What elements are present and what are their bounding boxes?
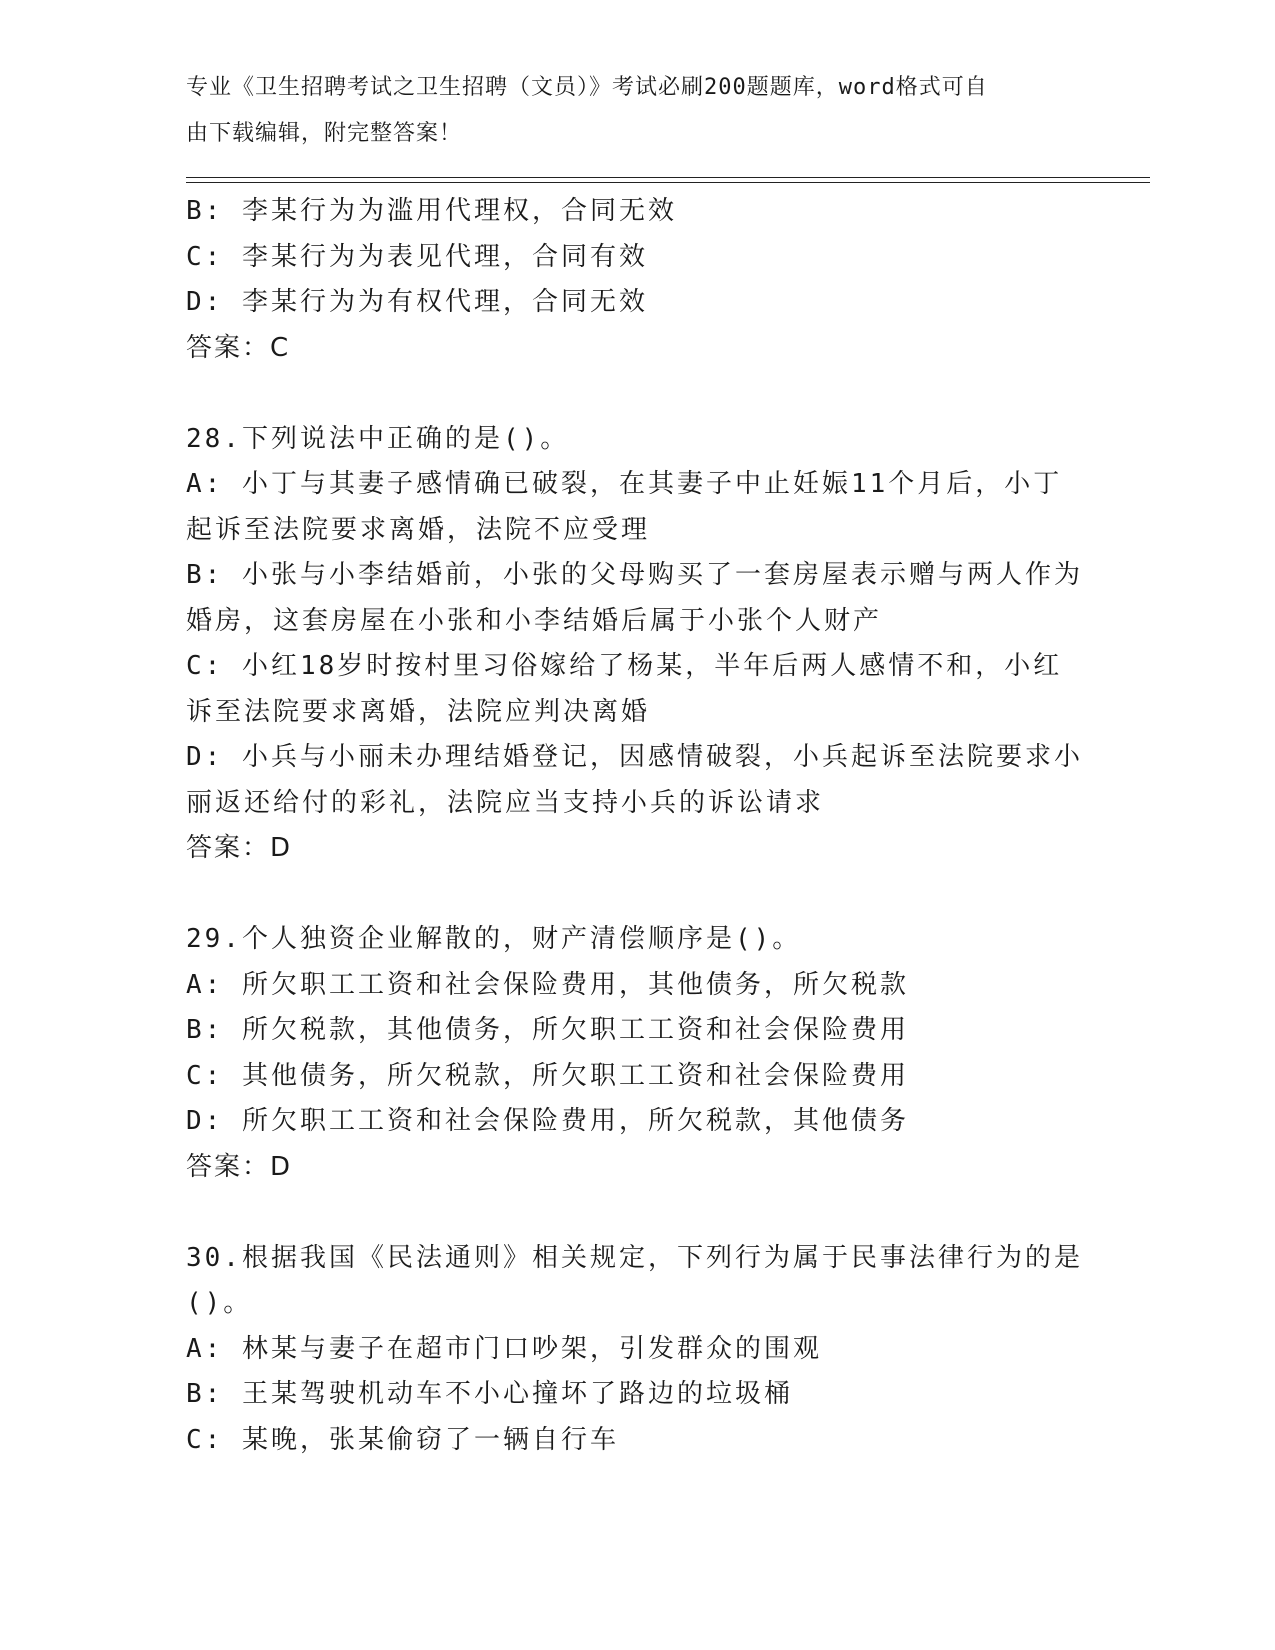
option-b-line-2: 婚房，这套房屋在小张和小李结婚后属于小张个人财产 bbox=[186, 605, 883, 636]
document-body bbox=[186, 189, 1086, 1463]
option-a-line-1: A: 小丁与其妻子感情确已破裂，在其妻子中止妊娠11个月后，小丁 bbox=[186, 469, 1063, 499]
question-stem-continued: ()。 bbox=[186, 1288, 253, 1318]
question-stem: 30.根据我国《民法通则》相关规定，下列行为属于民事法律行为的是 bbox=[186, 1242, 1083, 1273]
question-28 bbox=[186, 417, 1086, 872]
spacer bbox=[186, 872, 1086, 918]
option-b: B: 所欠税款，其他债务，所欠职工工资和社会保险费用 bbox=[186, 1015, 909, 1045]
header-divider-bottom bbox=[186, 182, 1150, 183]
header-divider-top bbox=[186, 177, 1150, 178]
question-29 bbox=[186, 917, 1086, 1190]
answer-line: 答案：D bbox=[186, 833, 293, 863]
option-b: B: 李某行为为滥用代理权，合同无效 bbox=[186, 196, 677, 226]
question-stem: 29.个人独资企业解散的，财产清偿顺序是()。 bbox=[186, 924, 802, 954]
option-c: C: 某晚，张某偷窃了一辆自行车 bbox=[186, 1424, 619, 1455]
option-c-line-2: 诉至法院要求离婚，法院应判决离婚 bbox=[186, 696, 651, 727]
question-30 bbox=[186, 1236, 1086, 1464]
option-a-line-2: 起诉至法院要求离婚，法院不应受理 bbox=[186, 514, 651, 545]
option-c-line-1: C: 小红18岁时按村里习俗嫁给了杨某，半年后两人感情不和，小红 bbox=[186, 651, 1063, 681]
option-a: A: 所欠职工工资和社会保险费用，其他债务，所欠税款 bbox=[186, 969, 909, 1000]
option-d: D: 李某行为为有权代理，合同无效 bbox=[186, 287, 648, 317]
option-c: C: 李某行为为表见代理，合同有效 bbox=[186, 241, 648, 272]
document-header bbox=[186, 72, 1066, 163]
option-d-line-1: D: 小兵与小丽未办理结婚登记，因感情破裂，小兵起诉至法院要求小 bbox=[186, 742, 1083, 772]
header-line-1: 专业《卫生招聘考试之卫生招聘（文员）》考试必刷200题题库，word格式可自 bbox=[186, 75, 988, 100]
spacer bbox=[186, 1190, 1086, 1236]
option-b: B: 王某驾驶机动车不小心撞坏了路边的垃圾桶 bbox=[186, 1379, 793, 1409]
question-stem: 28.下列说法中正确的是()。 bbox=[186, 423, 570, 454]
header-line-2: 由下载编辑，附完整答案！ bbox=[186, 120, 463, 146]
spacer bbox=[186, 371, 1086, 417]
question-27-tail bbox=[186, 189, 1086, 371]
option-d: D: 所欠职工工资和社会保险费用，所欠税款，其他债务 bbox=[186, 1106, 909, 1136]
option-c: C: 其他债务，所欠税款，所欠职工工资和社会保险费用 bbox=[186, 1060, 909, 1091]
option-d-line-2: 丽返还给付的彩礼，法院应当支持小兵的诉讼请求 bbox=[186, 787, 825, 818]
answer-line: 答案：D bbox=[186, 1151, 293, 1182]
option-b-line-1: B: 小张与小李结婚前，小张的父母购买了一套房屋表示赠与两人作为 bbox=[186, 560, 1083, 590]
answer-line: 答案：C bbox=[186, 332, 291, 363]
option-a: A: 林某与妻子在超市门口吵架，引发群众的围观 bbox=[186, 1333, 822, 1364]
